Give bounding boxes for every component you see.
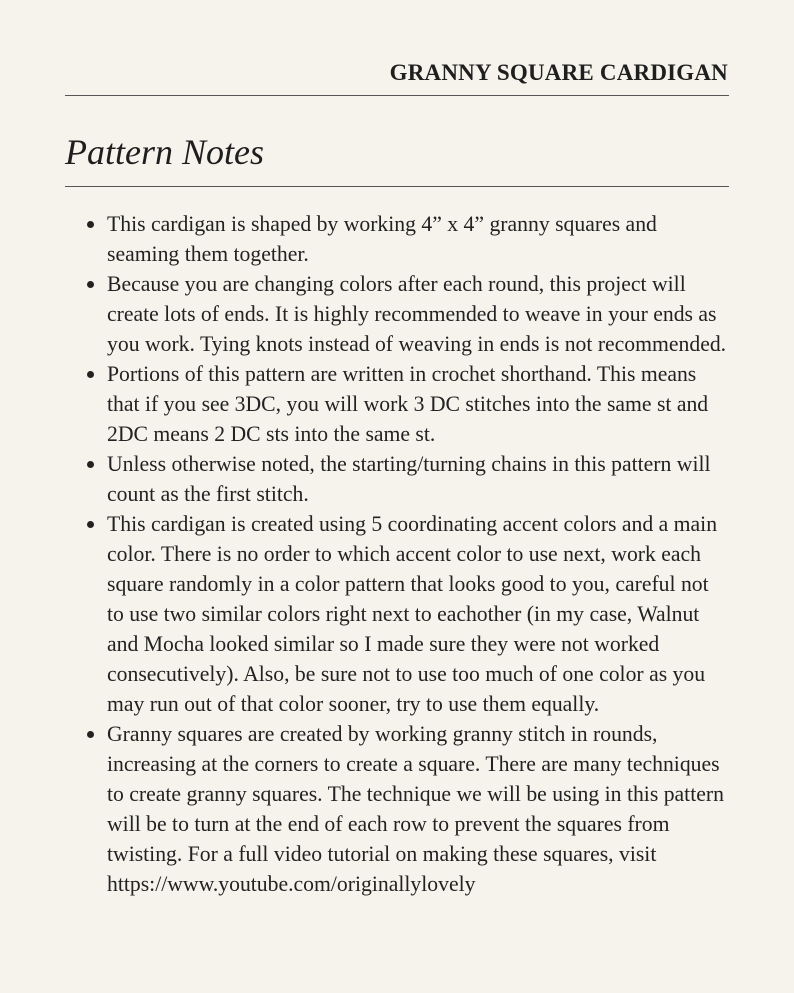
note-item [80,209,730,269]
note-item [80,449,730,509]
note-text: Granny squares are created by working granny stitch in rounds, increasing at the corners to create a square. There are many techniques to create granny squares. The technique we will be using in this pattern will be to turn at the end of each row to prevent the squares from twisting. For a full video tutorial on making these squares, visit https://www.youtube.com/originallylovely [107,722,724,896]
section-title: Pattern Notes [65,132,264,172]
pattern-notes-list [80,209,730,899]
note-text: This cardigan is created using 5 coordinating accent colors and a main color. There is no order to which accent color to use next, work each square randomly in a color pattern that looks good to you, careful not to use two similar colors right next to eachother (in my case, Walnut and Mocha looked similar so I made sure they were not worked consecutively). Also, be sure not to use too much of one color as you may run out of that color sooner, try to use them equally. [107,512,718,716]
note-text: Because you are changing colors after each round, this project will create lots of ends. It is highly recommended to weave in your ends as you work. Tying knots instead of weaving in ends is not recommended. [107,272,727,356]
note-item [80,269,730,359]
header-divider [65,95,729,96]
note-item [80,359,730,449]
note-text: This cardigan is shaped by working 4” x 4” granny squares and seaming them together. [107,212,657,266]
bullet-icon [87,461,94,468]
note-item [80,509,730,719]
note-text: Unless otherwise noted, the starting/turning chains in this pattern will count as the first stitch. [107,452,711,506]
section-divider [65,186,729,187]
bullet-icon [87,371,94,378]
note-text: Portions of this pattern are written in crochet shorthand. This means that if you see 3DC, you will work 3 DC stitches into the same st and 2DC means 2 DC sts into the same st. [107,362,709,446]
bullet-icon [87,521,94,528]
bullet-icon [87,281,94,288]
bullet-icon [87,731,94,738]
bullet-icon [87,221,94,228]
page-header-title: GRANNY SQUARE CARDIGAN [389,60,728,85]
note-item [80,719,730,899]
